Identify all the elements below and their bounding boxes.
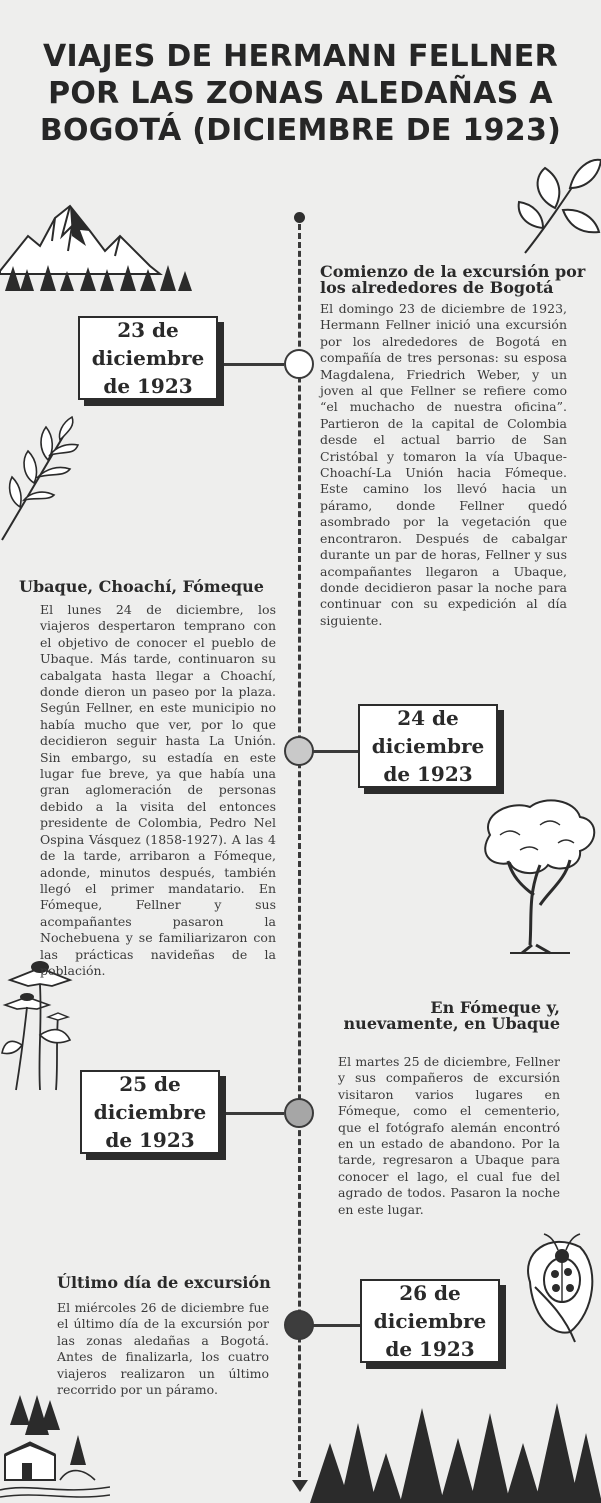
connector [312,1324,360,1327]
page-title: VIAJES DE HERMANN FELLNER POR LAS ZONAS ALEDAÑAS A BOGOTÁ (DICIEMBRE DE 1923) [39,39,562,148]
event-text: El lunes 24 de diciembre, los viajeros despertaron temprano con el objetivo de conocer el pueblo de Ubaque. Más tarde, continuaron su cabalgata hasta llegar a Choachí, donde dieron un paseo por la plaza. Según Fellner, en este municipio no había mucho que ver, por lo que decidieron seguir hasta La Unión. Sin embargo, su estadía en este lugar fue breve, ya que había una gran aglomeración de personas debido a la visita del entonces presidente de Colombia, Pedro Nel Ospina Vásquez (1858-1927). A las 4 de la tarde, arribaron a Fómeque, adonde, minutos después, también llegó el primer mandatario. En Fómeque, Fellner y sus acompañantes pasaron la Nochebuena y se familiarizaron con las prácticas navideñas de la población. [40,602,276,978]
timeline-node [284,736,314,766]
date-label: 25 de diciembre de 1923 [93,1072,207,1152]
event-heading: Comienzo de la excursión por los alrededores de Bogotá [320,262,586,297]
event-heading: Último día de excursión [57,1273,271,1292]
event-text: El martes 25 de diciembre, Fellner y sus compañeros de excursión visitaron varios lugares en Fómeque, como el cementerio, que el fotógrafo alemán encontró en un estado de abandono. Por la tarde, regresaron a Ubaque para conocer el lago, el cual fue del agrado de todos. Pasaron la noche en este lugar. [338,1054,560,1217]
date-box [358,704,498,788]
village-icon [0,1385,110,1503]
timeline-node [284,349,314,379]
tree-icon [470,795,601,955]
date-box [360,1279,500,1363]
event-text: El miércoles 26 de diciembre fue el último día de la excursión por las zonas aledañas a Bogotá. Antes de finalizarla, los cuatro viajeros realizaron un último recorrido por un páramo. [57,1300,269,1398]
timeline-node [284,1310,314,1340]
date-label: 23 de diciembre de 1923 [91,318,205,398]
timeline-line [298,224,301,1486]
ladybug-leaf-icon [510,1222,601,1347]
date-box [78,316,218,400]
connector [218,363,284,366]
timeline-node [284,1098,314,1128]
timeline-arrow [292,1480,308,1492]
connector [220,1112,284,1115]
event-heading: En Fómeque y, nuevamente, en Ubaque [343,998,560,1033]
date-label: 26 de diciembre de 1923 [373,1281,487,1361]
fern-icon [0,415,80,545]
date-box [80,1070,220,1154]
mountains-icon [0,196,200,296]
forest-icon [310,1390,601,1503]
event-text: El domingo 23 de diciembre de 1923, Hermann Fellner inició una excursión por los alrededores de Bogotá en compañía de tres personas: su esposa Magdalena, Friedrich Weber, y un joven al que Fellner se refiere como “el muchacho de nuestra oficina”. Partieron de la capital de Colombia desde el actual barrio de San Cristóbal y tomaron la vía Ubaque-Choachí-La Unión hacia Fómeque. Este camino los llevó hacia un páramo, donde Fellner quedó asombrado por la vegetación que encontraron. Después de cabalgar durante un par de horas, Fellner y sus acompañantes llegaron a Ubaque, donde decidieron pasar la noche para continuar con su expedición al día siguiente. [320,301,567,628]
date-label: 24 de diciembre de 1923 [371,706,485,786]
connector [312,750,358,753]
leaf-branch-icon [515,148,601,258]
timeline-start-dot [294,212,305,223]
event-heading: Ubaque, Choachí, Fómeque [19,577,264,596]
